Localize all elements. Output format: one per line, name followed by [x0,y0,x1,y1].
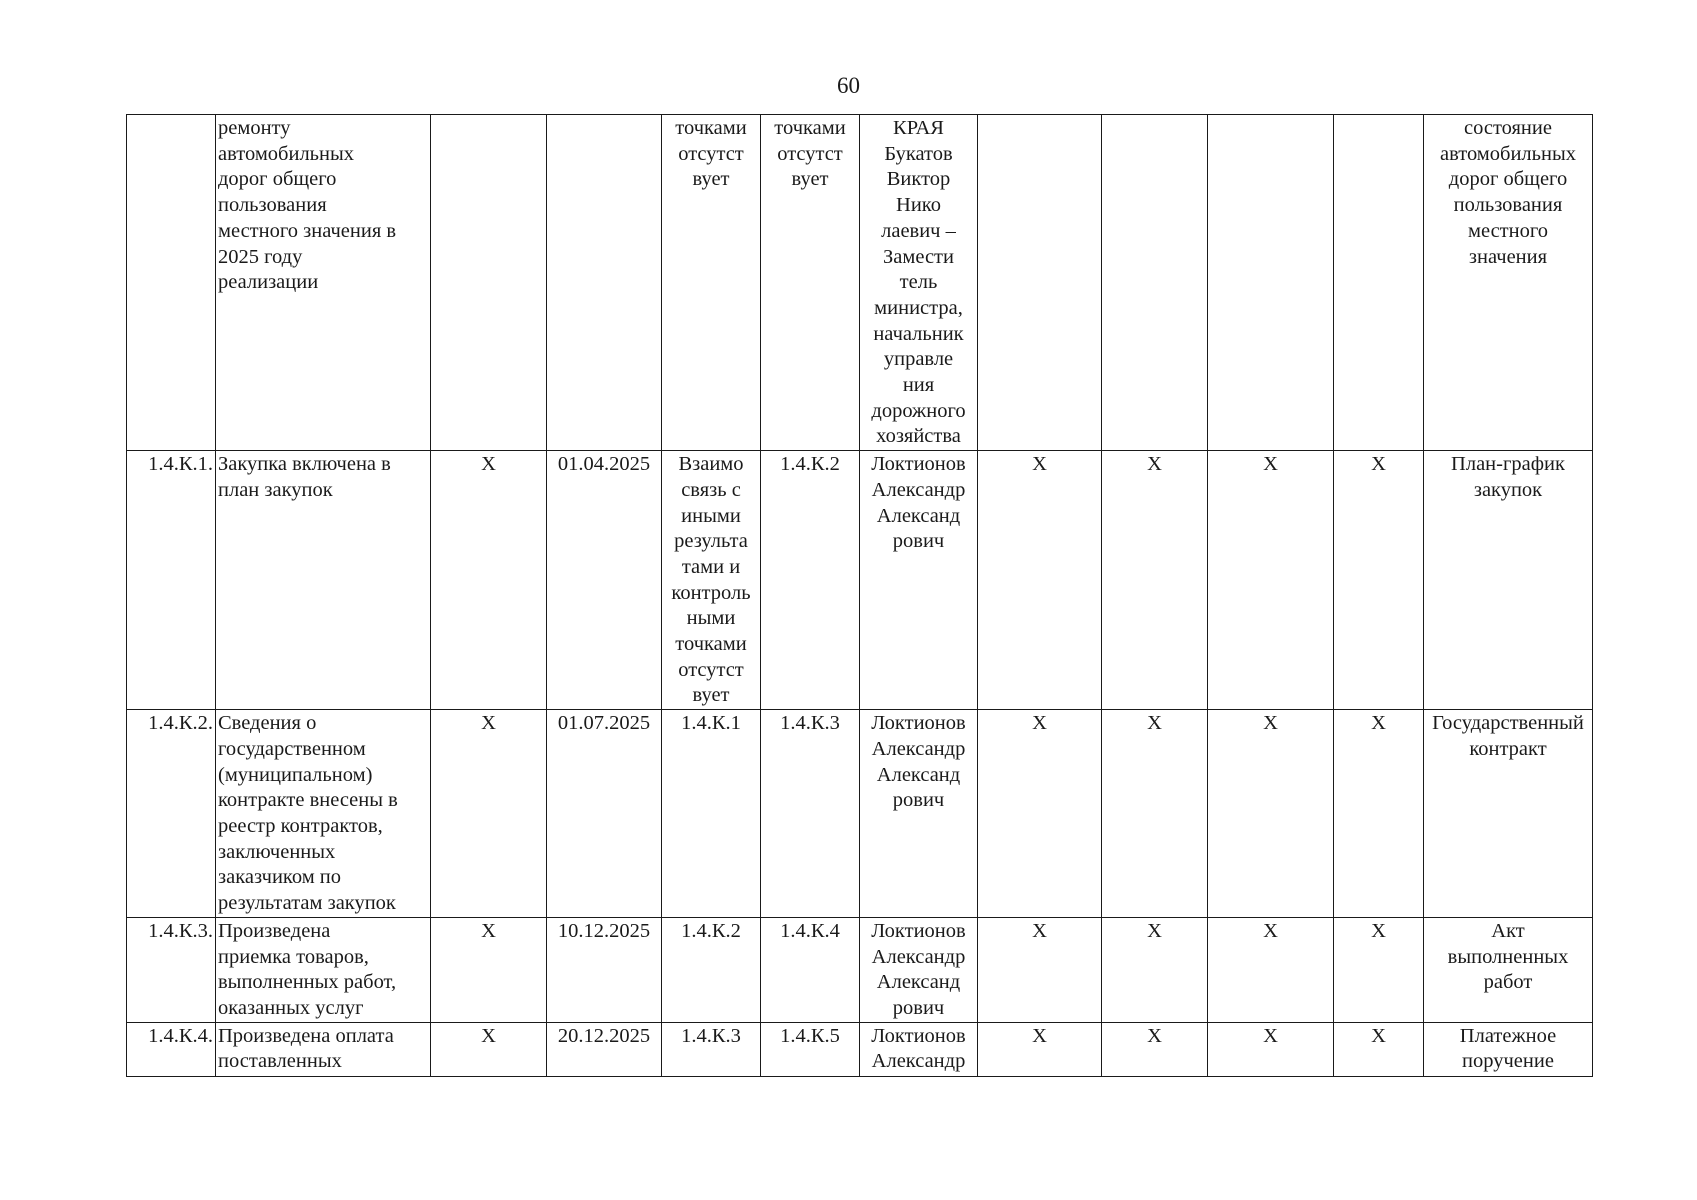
table-row [127,115,1593,451]
predecessor-cell: точками отсутст вует [662,115,761,451]
responsible-cell: Локтионов Александр [860,1022,978,1076]
document-type-cell: Акт выполненных работ [1424,917,1593,1022]
table-row [127,917,1593,1022]
document-type-cell: Платежное поручение [1424,1022,1593,1076]
mark-cell [1334,115,1424,451]
document-type-cell: состояние автомобильных дорог общего пользования местного значения [1424,115,1593,451]
start-date-cell: Х [431,451,547,710]
event-name-cell: Произведена приемка товаров, выполненных работ, оказанных услуг [216,917,431,1022]
start-date-cell: Х [431,710,547,918]
start-date-cell [431,115,547,451]
end-date-cell [547,115,662,451]
predecessor-cell: Взаимо связь с иными результа тами и контроль ными точками отсутст вует [662,451,761,710]
responsible-cell: КРАЯ Букатов Виктор Нико лаевич – Замести тель министра, начальник управле ния дорожного хозяйства [860,115,978,451]
control-points-table [126,114,1593,1077]
mark-cell: Х [1102,451,1208,710]
event-name-cell: Закупка включена в план закупок [216,451,431,710]
mark-cell: Х [1334,451,1424,710]
start-date-cell: Х [431,1022,547,1076]
mark-cell: Х [1208,451,1334,710]
table-row [127,710,1593,918]
end-date-cell: 01.04.2025 [547,451,662,710]
start-date-cell: Х [431,917,547,1022]
mark-cell: Х [978,1022,1102,1076]
mark-cell: Х [978,710,1102,918]
mark-cell: Х [1334,1022,1424,1076]
mark-cell [1102,115,1208,451]
mark-cell: Х [1208,710,1334,918]
table-row [127,451,1593,710]
successor-cell: 1.4.К.5 [761,1022,860,1076]
mark-cell: Х [978,917,1102,1022]
row-number-cell [127,115,216,451]
mark-cell: Х [1334,917,1424,1022]
end-date-cell: 01.07.2025 [547,710,662,918]
event-name-cell: Произведена оплата поставленных [216,1022,431,1076]
mark-cell [1208,115,1334,451]
predecessor-cell: 1.4.К.1 [662,710,761,918]
mark-cell: Х [1208,917,1334,1022]
successor-cell: точками отсутст вует [761,115,860,451]
table-body [127,115,1593,1077]
successor-cell: 1.4.К.2 [761,451,860,710]
end-date-cell: 10.12.2025 [547,917,662,1022]
row-number-cell: 1.4.К.3. [127,917,216,1022]
successor-cell: 1.4.К.4 [761,917,860,1022]
mark-cell [978,115,1102,451]
mark-cell: Х [978,451,1102,710]
document-type-cell: План-график закупок [1424,451,1593,710]
row-number-cell: 1.4.К.1. [127,451,216,710]
mark-cell: Х [1102,710,1208,918]
predecessor-cell: 1.4.К.2 [662,917,761,1022]
page-number: 60 [837,73,860,98]
successor-cell: 1.4.К.3 [761,710,860,918]
mark-cell: Х [1334,710,1424,918]
responsible-cell: Локтионов Александр Александ рович [860,451,978,710]
responsible-cell: Локтионов Александр Александ рович [860,710,978,918]
document-type-cell: Государственный контракт [1424,710,1593,918]
end-date-cell: 20.12.2025 [547,1022,662,1076]
mark-cell: Х [1102,1022,1208,1076]
event-name-cell: Сведения о государственном (муниципальном) контракте внесены в реестр контрактов, заключенных заказчиком по результатам закупок [216,710,431,918]
row-number-cell: 1.4.К.2. [127,710,216,918]
mark-cell: Х [1208,1022,1334,1076]
mark-cell: Х [1102,917,1208,1022]
row-number-cell: 1.4.К.4. [127,1022,216,1076]
event-name-cell: ремонту автомобильных дорог общего пользования местного значения в 2025 году реализации [216,115,431,451]
table-row [127,1022,1593,1076]
responsible-cell: Локтионов Александр Александ рович [860,917,978,1022]
predecessor-cell: 1.4.К.3 [662,1022,761,1076]
